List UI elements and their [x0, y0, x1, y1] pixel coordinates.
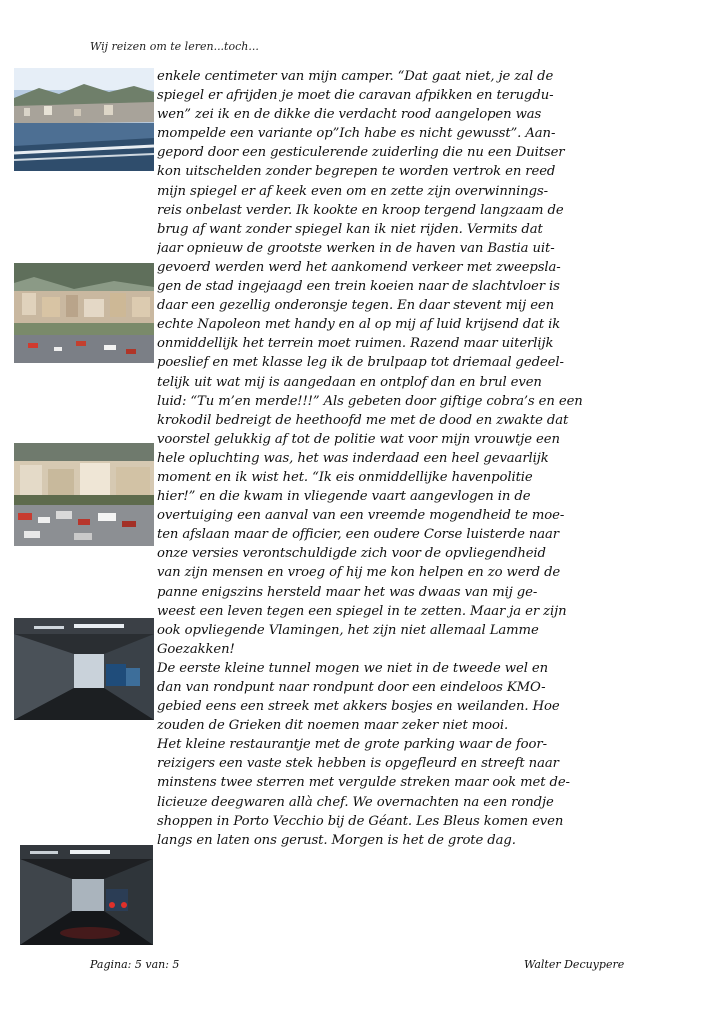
body-line: dan van rondpunt naar rondpunt door een eindeloos KMO-	[157, 680, 546, 695]
body-line: langs en laten ons gerust. Morgen is het de grote dag.	[157, 832, 516, 848]
body-line: onze versies verontschuldigde zich voor de opvliegendheid	[157, 546, 546, 562]
body-line: enkele centimeter van mijn camper. “Dat gaat niet, je zal de	[157, 69, 554, 84]
body-line: brug af want zonder spiegel kan ik niet rijden. Vermits dat	[157, 221, 543, 237]
bastia-harbor-photo	[14, 263, 154, 363]
body-line: echte Napoleon met handy en al op mij af luid krijsend dat ik	[157, 317, 561, 333]
body-line: gevoerd werden werd het aankomend verkeer met zweepsla-	[157, 259, 561, 275]
body-line: ook opvliegende Vlamingen, het zijn niet allemaal Lamme	[157, 622, 539, 638]
body-line: gebied eens een streek met akkers bosjes en weilanden. Hoe	[157, 699, 560, 715]
body-line: weest een leven tegen een spiegel in te zetten. Maar ja er zijn	[157, 603, 567, 619]
running-header: Wij reizen om te leren...toch...	[90, 40, 259, 53]
body-line: mompelde een variante op”Ich habe es nicht gewusst”. Aan-	[157, 126, 556, 142]
body-line: panne enigszins hersteld maar het was dwaas van mij ge-	[157, 584, 538, 600]
body-line: Goezakken!	[157, 641, 235, 657]
body-line: De eerste kleine tunnel mogen we niet in de tweede wel en	[157, 660, 549, 676]
body-line: gen de stad ingejaagd een trein koeien naar de slachtvloer is	[157, 279, 560, 295]
body-line: ten afslaan maar de officier, een oudere Corse luisterde naar	[157, 527, 559, 543]
body-line: minstens twee sterren met vergulde streken maar ook met de-	[157, 775, 570, 791]
body-line: reis onbelast verder. Ik kookte en kroop tergend langzaam de	[157, 202, 564, 218]
body-line: gepord door een gesticulerende zuiderling die nu een Duitser	[157, 145, 565, 161]
body-line: shoppen in Porto Vecchio bij de Géant. Les Bleus komen even	[157, 813, 564, 829]
article-body	[157, 67, 645, 850]
body-line: daar een gezellig onderonsje tegen. En daar stevent mij een	[157, 298, 555, 314]
body-line: krokodil bedreigt de heethoofd me met de dood en zwakte dat	[157, 412, 569, 428]
body-line: spiegel er afrijden je moet die caravan afpikken en terugdu-	[157, 88, 554, 104]
body-line: kon uitschelden zonder begrepen te worden vertrok en reed	[157, 164, 556, 180]
body-line: poeslief en met klasse leg ik de brulpaap tot driemaal gedeel-	[157, 355, 564, 371]
body-line: zouden de Grieken dit noemen maar zeker niet mooi.	[157, 718, 509, 734]
body-line: Het kleine restaurantje met de grote parking waar de foor-	[157, 737, 547, 753]
ferry-car-deck-photo	[14, 618, 154, 720]
page-number: Pagina: 5 van: 5	[90, 958, 180, 971]
port-parking-photo	[14, 443, 154, 546]
author-name: Walter Decuypere	[524, 958, 625, 971]
body-line: overtuiging een aanval van een vreemde mogendheid te moe-	[157, 508, 565, 524]
body-line: luid: “Tu m’en merde!!!” Als gebeten door giftige cobra’s en een	[157, 393, 583, 409]
body-line: hier!” en die kwam in vliegende vaart aangevlogen in de	[157, 489, 531, 505]
harbor-coast-photo	[14, 68, 154, 171]
body-line: wen” zei ik en de dikke die verdacht rood aangelopen was	[157, 107, 542, 123]
body-line: hele opluchting was, het was inderdaad een heel gevaarlijk	[157, 450, 549, 466]
ferry-deck-red-lights-photo	[20, 845, 153, 945]
body-line: jaar opnieuw de grootste werken in de haven van Bastia uit-	[157, 240, 555, 256]
body-line: onmiddellijk het terrein moet ruimen. Razend maar uiterlijk	[157, 336, 554, 352]
body-line: van zijn mensen en vroeg of hij me kon helpen en zo werd de	[157, 565, 561, 581]
body-line: voorstel gelukkig af tot de politie wat voor mijn vrouwtje een	[157, 431, 560, 447]
body-line: reizigers een vaste stek hebben is opgefleurd en streeft naar	[157, 756, 559, 772]
body-line: mijn spiegel er af keek even om en zette zijn overwinnings-	[157, 183, 549, 199]
body-line: moment en ik wist het. “Ik eis onmiddellijke havenpolitie	[157, 469, 533, 485]
body-line: telijk uit wat mij is aangedaan en ontplof dan en brul even	[157, 374, 542, 390]
body-line: licieuze deegwaren allà chef. We overnachten na een rondje	[157, 794, 554, 810]
